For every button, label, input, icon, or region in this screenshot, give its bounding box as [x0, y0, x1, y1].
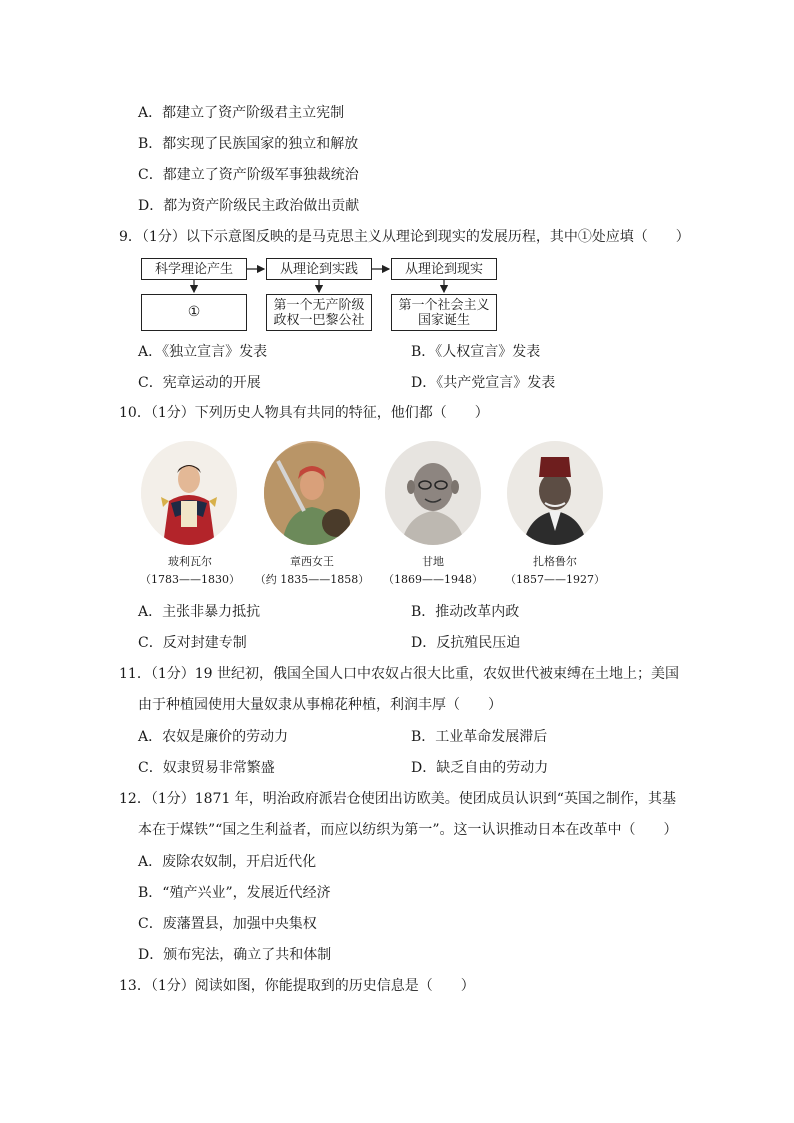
- q12-option-a: A．废除农奴制，开启近代化: [138, 854, 317, 870]
- q9-option-d: D．《共产党宣言》发表: [411, 375, 556, 391]
- box-theory-born: 科学理论产生: [141, 258, 247, 280]
- portrait-rani-of-jhansi: [264, 441, 360, 545]
- box-blank-1: ①: [141, 294, 247, 331]
- diagram-arrows: [0, 0, 794, 340]
- q8-option-c: C．都建立了资产阶级军事独裁统治: [138, 167, 359, 183]
- q10-option-c: C．反对封建专制: [138, 635, 247, 651]
- box-theory-to-practice: 从理论到实践: [266, 258, 372, 280]
- figure-dates-zaghloul: （1857——1927）: [505, 573, 605, 586]
- gandhi-portrait-image: [385, 441, 481, 545]
- figure-name-zaghloul: 扎格鲁尔: [533, 555, 577, 568]
- q11-option-b: B．工业革命发展滞后: [411, 729, 548, 745]
- box-paris-commune: 第一个无产阶级 政权一巴黎公社: [266, 294, 372, 331]
- q9-option-b: B．《人权宣言》发表: [411, 344, 541, 360]
- figure-name-rani: 章西女王: [290, 555, 334, 568]
- q12-stem-line1: 12．（1分）1871 年，明治政府派岩仓使团出访欧美。使团成员认识到“英国之制作，其基: [119, 791, 676, 807]
- figure-name-bolivar: 玻利瓦尔: [168, 555, 212, 568]
- q12-option-b: B．“殖产兴业”，发展近代经济: [138, 885, 331, 901]
- figure-name-gandhi: 甘地: [422, 555, 444, 568]
- q8-option-b: B．都实现了民族国家的独立和解放: [138, 136, 359, 152]
- q13-stem: 13．（1分）阅读如图，你能提取到的历史信息是（ ）: [119, 978, 475, 994]
- portrait-zaghloul: [507, 441, 603, 545]
- zaghloul-portrait-image: [507, 441, 603, 545]
- q8-option-d: D．都为资产阶级民主政治做出贡献: [138, 198, 360, 214]
- q10-option-a: A．主张非暴力抵抗: [138, 604, 261, 620]
- q9-stem: 9．（1分）以下示意图反映的是马克思主义从理论到现实的发展历程，其中①处应填（ ）: [119, 229, 690, 245]
- box-first-socialist-state: 第一个社会主义 国家诞生: [391, 294, 497, 331]
- portrait-gandhi: [385, 441, 481, 545]
- q11-option-c: C．奴隶贸易非常繁盛: [138, 760, 275, 776]
- q9-option-c: C．宪章运动的开展: [138, 375, 261, 391]
- rani-portrait-image: [264, 441, 360, 545]
- q10-stem: 10．（1分）下列历史人物具有共同的特征，他们都（ ）: [119, 405, 489, 421]
- figure-dates-gandhi: （1869——1948）: [383, 573, 483, 586]
- bolivar-portrait-image: [141, 441, 237, 545]
- q11-option-d: D．缺乏自由的劳动力: [411, 760, 549, 776]
- figure-dates-bolivar: （1783——1830）: [140, 573, 240, 586]
- portrait-bolivar: [141, 441, 237, 545]
- box-theory-to-reality: 从理论到现实: [391, 258, 497, 280]
- q11-option-a: A．农奴是廉价的劳动力: [138, 729, 289, 745]
- q10-option-b: B．推动改革内政: [411, 604, 520, 620]
- figure-dates-rani: （约 1835——1858）: [254, 573, 370, 586]
- q12-option-c: C．废藩置县，加强中央集权: [138, 916, 317, 932]
- q12-option-d: D．颁布宪法，确立了共和体制: [138, 947, 332, 963]
- q11-stem-line1: 11．（1分）19 世纪初，俄国全国人口中农奴占很大比重，农奴世代被束缚在土地上；美国: [119, 666, 679, 682]
- q8-option-a: A．都建立了资产阶级君主立宪制: [138, 105, 345, 121]
- q9-option-a: A．《独立宣言》发表: [138, 344, 268, 360]
- q11-stem-line2: 由于种植园使用大量奴隶从事棉花种植，利润丰厚（ ）: [138, 697, 502, 713]
- q10-option-d: D．反抗殖民压迫: [411, 635, 521, 651]
- q12-stem-line2: 本在于煤铁”“国之生利益者，而应以纺织为第一”。这一认识推动日本在改革中（ ）: [138, 822, 678, 838]
